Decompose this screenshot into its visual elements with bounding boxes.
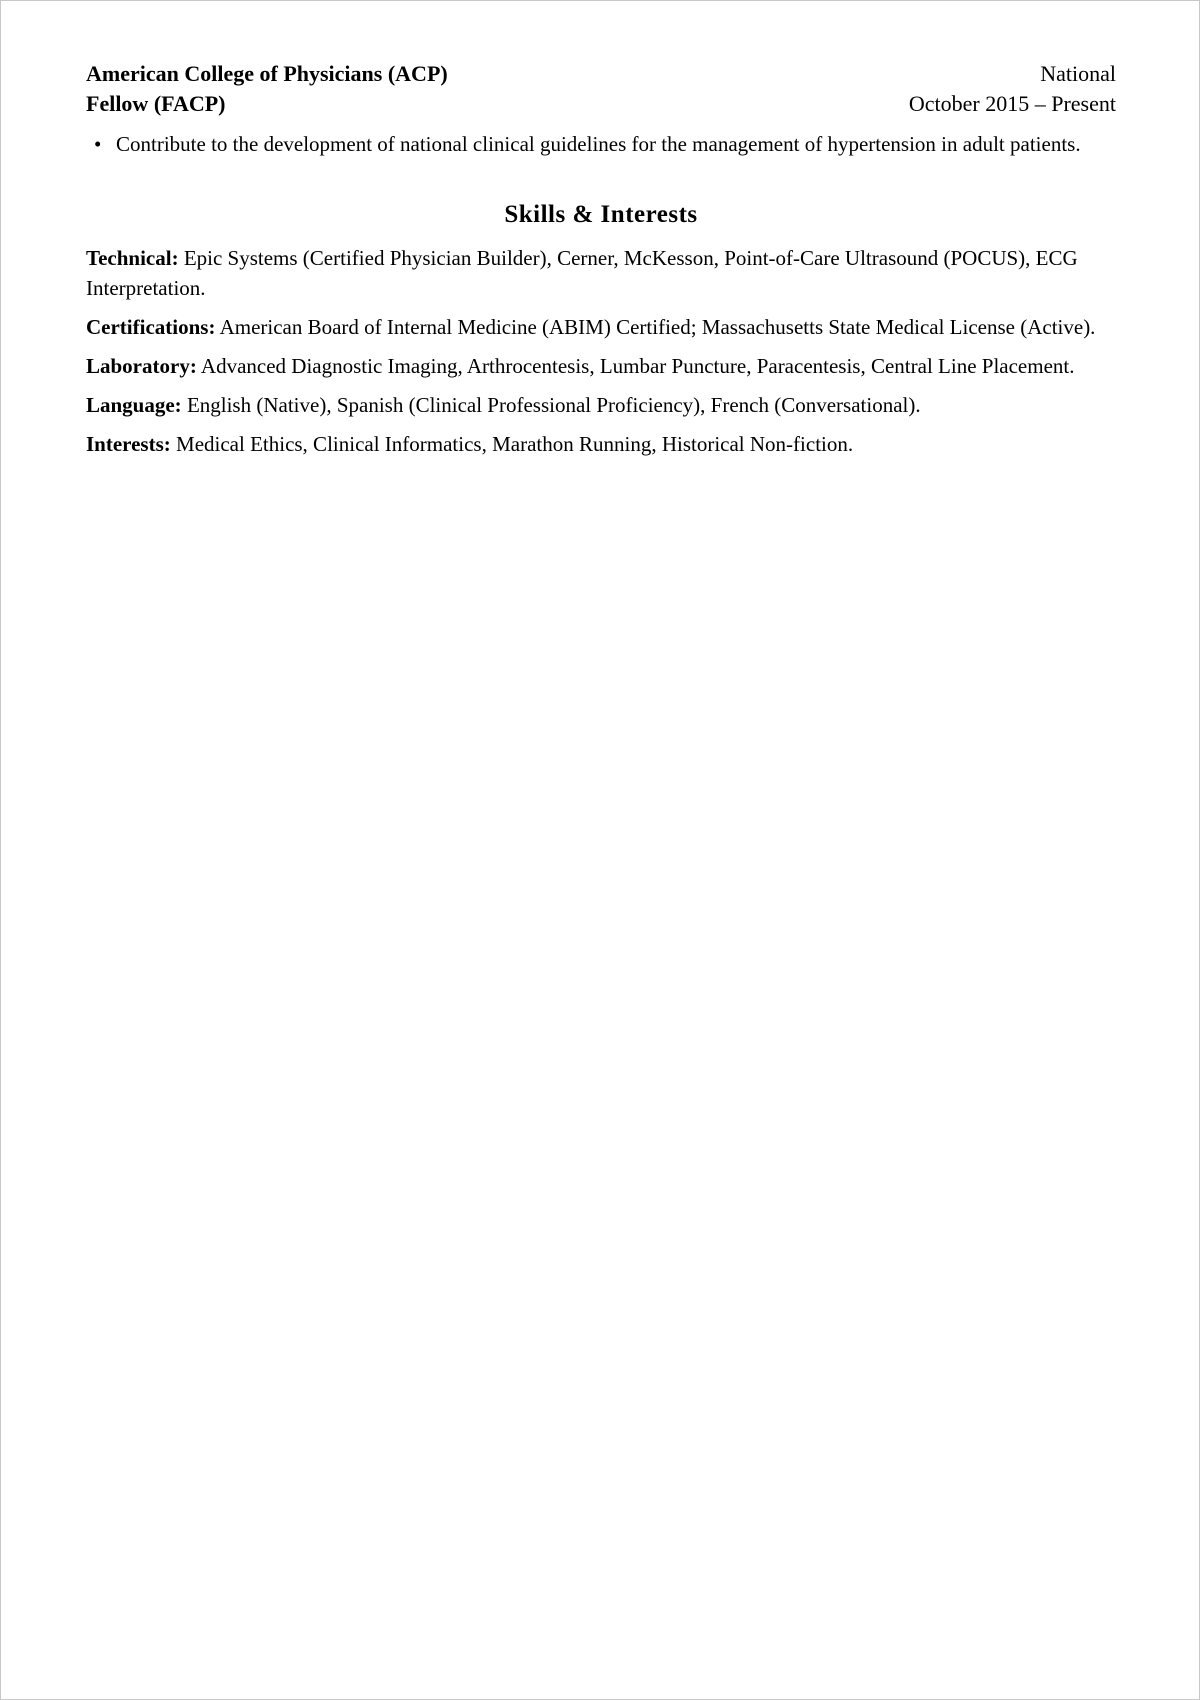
bullet-item — [94, 129, 1116, 159]
skill-text: American Board of Internal Medicine (ABIM) Certified; Massachusetts State Medical License (Active). — [219, 315, 1096, 339]
skills-list — [86, 243, 1116, 459]
entry-bullets — [86, 129, 1116, 159]
skill-text: Epic Systems (Certified Physician Builder), Cerner, McKesson, Point-of-Care Ultrasound (POCUS), ECG Interpretation. — [86, 246, 1078, 300]
skill-label: Laboratory: — [86, 354, 197, 378]
acp-entry — [86, 59, 1116, 159]
entry-left — [86, 59, 448, 119]
page-content — [86, 59, 1116, 468]
organization-name: American College of Physicians (ACP) — [86, 61, 448, 86]
section-title-skills: Skills & Interests — [504, 201, 698, 228]
entry-scope: National — [1040, 61, 1116, 86]
skill-laboratory — [86, 351, 1116, 381]
skill-label: Interests: — [86, 432, 171, 456]
entry-dates: October 2015 – Present — [908, 91, 1116, 116]
skill-certifications — [86, 312, 1116, 342]
skill-text: Medical Ethics, Clinical Informatics, Marathon Running, Historical Non-fiction. — [176, 432, 854, 456]
bullet-text: Contribute to the development of national clinical guidelines for the management of hypertension in adult patients. — [116, 132, 1081, 156]
skill-label: Technical: — [86, 246, 179, 270]
bullet-dot-icon: • — [94, 132, 102, 156]
skill-text: Advanced Diagnostic Imaging, Arthrocentesis, Lumbar Puncture, Paracentesis, Central Line Placement. — [200, 354, 1075, 378]
entry-right — [909, 59, 1116, 119]
role-title: Fellow (FACP) — [86, 91, 226, 116]
skill-label: Certifications: — [86, 315, 216, 339]
skill-language — [86, 390, 1116, 420]
skill-technical — [86, 243, 1116, 303]
skill-label: Language: — [86, 393, 182, 417]
entry-header — [86, 59, 1116, 119]
skill-text: English (Native), Spanish (Clinical Professional Proficiency), French (Conversational). — [186, 393, 921, 417]
skill-interests — [86, 429, 1116, 459]
